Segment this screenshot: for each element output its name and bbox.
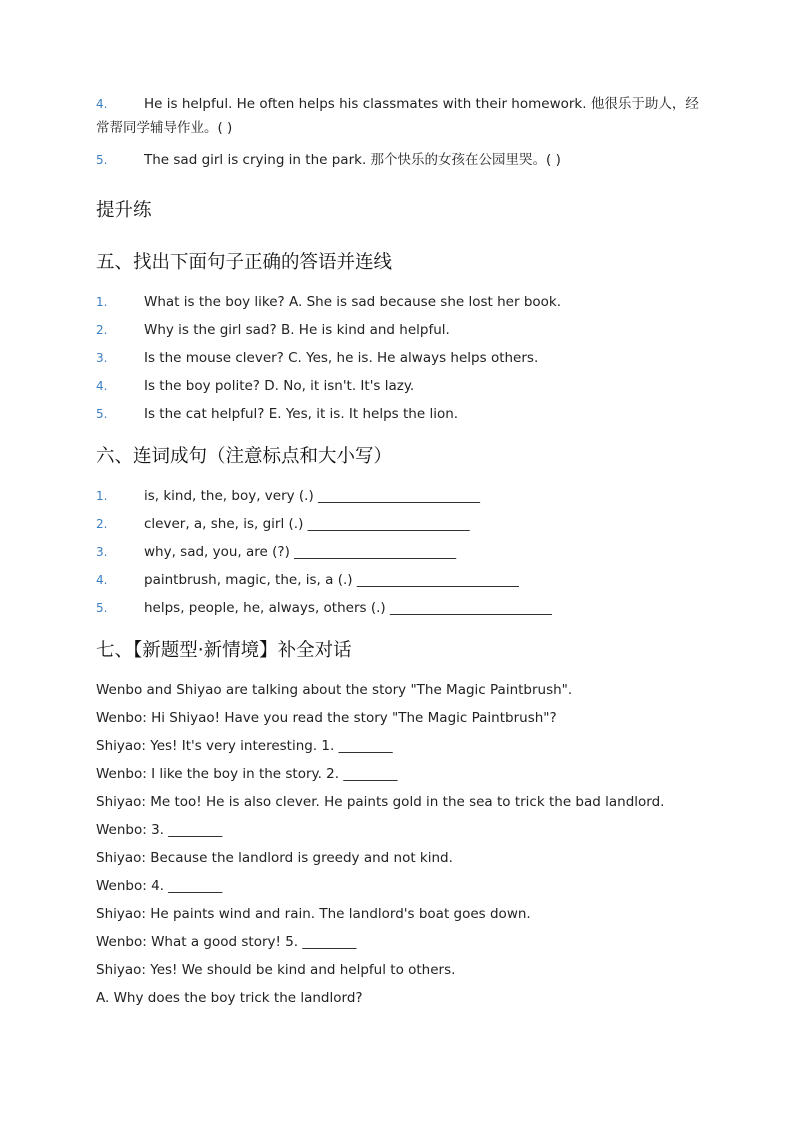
answer-option: A. Why does the boy trick the landlord?	[96, 990, 363, 1006]
dialogue-line: Wenbo: 4. ________	[96, 878, 223, 894]
dialogue-line: Shiyao: Me too! He is also clever. He paints gold in the sea to trick the bad landlord.	[96, 794, 665, 810]
item-text: helps, people, he, always, others (.) ________________________	[144, 600, 552, 616]
item-number: 4.	[96, 97, 108, 111]
item-text: clever, a, she, is, girl (.) ________________________	[144, 516, 470, 532]
item-text: He is helpful. He often helps his classmates with their homework. 他很乐于助人，经常帮同学辅导作业。( )	[96, 96, 699, 136]
item-number: 4.	[96, 379, 108, 393]
section5-list	[96, 292, 706, 424]
item-text: is, kind, the, boy, very (.) ________________________	[144, 488, 481, 504]
item-number: 4.	[96, 573, 108, 587]
dialogue-line: Wenbo: 3. ________	[96, 822, 223, 838]
dialogue-intro: Wenbo and Shiyao are talking about the story "The Magic Paintbrush".	[96, 682, 573, 698]
list-item	[96, 486, 706, 506]
item-number: 5.	[96, 601, 108, 615]
item-number: 5.	[96, 407, 108, 421]
item-text: The sad girl is crying in the park. 那个快乐的女孩在公园里哭。( )	[144, 152, 561, 168]
list-item	[96, 320, 706, 340]
section6-list	[96, 486, 706, 618]
item-number: 1.	[96, 295, 108, 309]
item-text: Is the boy polite? D. No, it isn't. It's lazy.	[144, 378, 415, 394]
item-text: paintbrush, magic, the, is, a (.) ________________________	[144, 572, 519, 588]
item-number: 3.	[96, 351, 108, 365]
list-item	[96, 542, 706, 562]
item-text: Is the mouse clever? C. Yes, he is. He always helps others.	[144, 350, 539, 366]
item-text: why, sad, you, are (?) ________________________	[144, 544, 457, 560]
list-item	[96, 92, 706, 140]
dialogue-line: Wenbo: Hi Shiyao! Have you read the story "The Magic Paintbrush"?	[96, 710, 557, 726]
dialogue-line: Wenbo: What a good story! 5. ________	[96, 934, 357, 950]
item-text: What is the boy like? A. She is sad because she lost her book.	[144, 294, 562, 310]
item-text: Why is the girl sad? B. He is kind and helpful.	[144, 322, 450, 338]
section-heading-5: 五、找出下面句子正确的答语并连线	[96, 252, 393, 273]
list-item	[96, 570, 706, 590]
item-number: 2.	[96, 323, 108, 337]
item-text: Is the cat helpful? E. Yes, it is. It helps the lion.	[144, 406, 459, 422]
dialogue-line: Shiyao: He paints wind and rain. The landlord's boat goes down.	[96, 906, 531, 922]
top-items	[96, 92, 706, 170]
list-item	[96, 598, 706, 618]
item-number: 5.	[96, 153, 108, 167]
dialogue-line: Shiyao: Because the landlord is greedy and not kind.	[96, 850, 453, 866]
dialogue-line: Wenbo: I like the boy in the story. 2. ________	[96, 766, 398, 782]
dialogue-line: Shiyao: Yes! We should be kind and helpful to others.	[96, 962, 456, 978]
section-heading-7: 七、【新题型·新情境】补全对话	[96, 640, 352, 661]
section-heading-improve: 提升练	[96, 200, 152, 221]
list-item	[96, 514, 706, 534]
dialogue-line: Shiyao: Yes! It's very interesting. 1. ________	[96, 738, 393, 754]
section-heading-6: 六、连词成句（注意标点和大小写）	[96, 446, 393, 467]
item-number: 1.	[96, 489, 108, 503]
dialogue	[96, 680, 706, 1008]
list-item	[96, 292, 706, 312]
list-item	[96, 348, 706, 368]
item-number: 3.	[96, 545, 108, 559]
list-item	[96, 150, 706, 170]
list-item	[96, 376, 706, 396]
item-number: 2.	[96, 517, 108, 531]
page-content	[96, 92, 706, 1008]
list-item	[96, 404, 706, 424]
